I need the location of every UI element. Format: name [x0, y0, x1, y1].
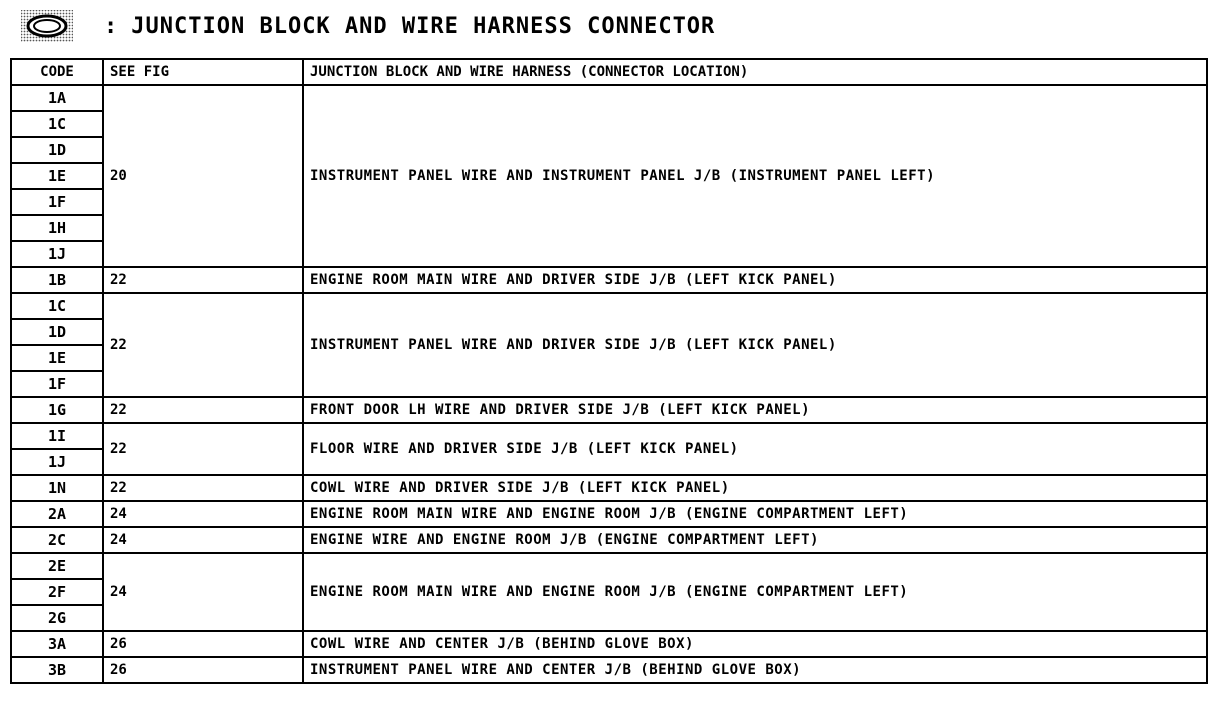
see-fig-cell: 22: [103, 397, 303, 423]
table-row: [11, 85, 1207, 111]
location-description-cell: COWL WIRE AND DRIVER SIDE J/B (LEFT KICK PANEL): [303, 475, 1207, 501]
location-description-cell: COWL WIRE AND CENTER J/B (BEHIND GLOVE BOX): [303, 631, 1207, 657]
code-cell: 1N: [11, 475, 103, 501]
see-fig-cell: 24: [103, 501, 303, 527]
table-row: [11, 553, 1207, 579]
connector-table: [10, 58, 1208, 684]
code-cell: 1J: [11, 241, 103, 267]
code-cell: 2A: [11, 501, 103, 527]
location-description-cell: ENGINE ROOM MAIN WIRE AND DRIVER SIDE J/B (LEFT KICK PANEL): [303, 267, 1207, 293]
location-description-cell: ENGINE ROOM MAIN WIRE AND ENGINE ROOM J/B (ENGINE COMPARTMENT LEFT): [303, 553, 1207, 631]
location-description-cell: INSTRUMENT PANEL WIRE AND DRIVER SIDE J/B (LEFT KICK PANEL): [303, 293, 1207, 397]
location-description-cell: FRONT DOOR LH WIRE AND DRIVER SIDE J/B (LEFT KICK PANEL): [303, 397, 1207, 423]
location-description-cell: INSTRUMENT PANEL WIRE AND INSTRUMENT PANEL J/B (INSTRUMENT PANEL LEFT): [303, 85, 1207, 267]
see-fig-cell: 26: [103, 657, 303, 683]
see-fig-cell: 24: [103, 527, 303, 553]
code-cell: 3B: [11, 657, 103, 683]
page-title: JUNCTION BLOCK AND WIRE HARNESS CONNECTOR: [131, 13, 716, 39]
table-row: [11, 475, 1207, 501]
code-cell: 1C: [11, 293, 103, 319]
code-cell: 1F: [11, 371, 103, 397]
page-header: [20, 8, 715, 44]
code-cell: 1C: [11, 111, 103, 137]
table-row: [11, 293, 1207, 319]
connector-oval-icon: [20, 9, 74, 43]
code-cell: 1E: [11, 345, 103, 371]
code-cell: 1F: [11, 189, 103, 215]
table-row: [11, 631, 1207, 657]
code-cell: 1J: [11, 449, 103, 475]
header-code: CODE: [11, 59, 103, 85]
code-cell: 1D: [11, 319, 103, 345]
location-description-cell: ENGINE ROOM MAIN WIRE AND ENGINE ROOM J/B (ENGINE COMPARTMENT LEFT): [303, 501, 1207, 527]
table-row: [11, 527, 1207, 553]
table-row: [11, 267, 1207, 293]
location-description-cell: ENGINE WIRE AND ENGINE ROOM J/B (ENGINE COMPARTMENT LEFT): [303, 527, 1207, 553]
see-fig-cell: 20: [103, 85, 303, 267]
see-fig-cell: 22: [103, 293, 303, 397]
code-cell: 1G: [11, 397, 103, 423]
code-cell: 1E: [11, 163, 103, 189]
code-cell: 1I: [11, 423, 103, 449]
see-fig-cell: 26: [103, 631, 303, 657]
table-row: [11, 423, 1207, 449]
code-cell: 1H: [11, 215, 103, 241]
see-fig-cell: 22: [103, 267, 303, 293]
table-body: [11, 85, 1207, 683]
code-cell: 2C: [11, 527, 103, 553]
code-cell: 1A: [11, 85, 103, 111]
table-row: [11, 397, 1207, 423]
see-fig-cell: 22: [103, 423, 303, 475]
table-row: [11, 501, 1207, 527]
code-cell: 2E: [11, 553, 103, 579]
see-fig-cell: 22: [103, 475, 303, 501]
code-cell: 3A: [11, 631, 103, 657]
table-row: [11, 657, 1207, 683]
table-header-row: [11, 59, 1207, 85]
header-description: JUNCTION BLOCK AND WIRE HARNESS (CONNECTOR LOCATION): [303, 59, 1207, 85]
location-description-cell: FLOOR WIRE AND DRIVER SIDE J/B (LEFT KICK PANEL): [303, 423, 1207, 475]
code-cell: 2G: [11, 605, 103, 631]
header-see-fig: SEE FIG: [103, 59, 303, 85]
code-cell: 1D: [11, 137, 103, 163]
location-description-cell: INSTRUMENT PANEL WIRE AND CENTER J/B (BEHIND GLOVE BOX): [303, 657, 1207, 683]
code-cell: 2F: [11, 579, 103, 605]
see-fig-cell: 24: [103, 553, 303, 631]
code-cell: 1B: [11, 267, 103, 293]
header-colon: :: [104, 13, 118, 39]
